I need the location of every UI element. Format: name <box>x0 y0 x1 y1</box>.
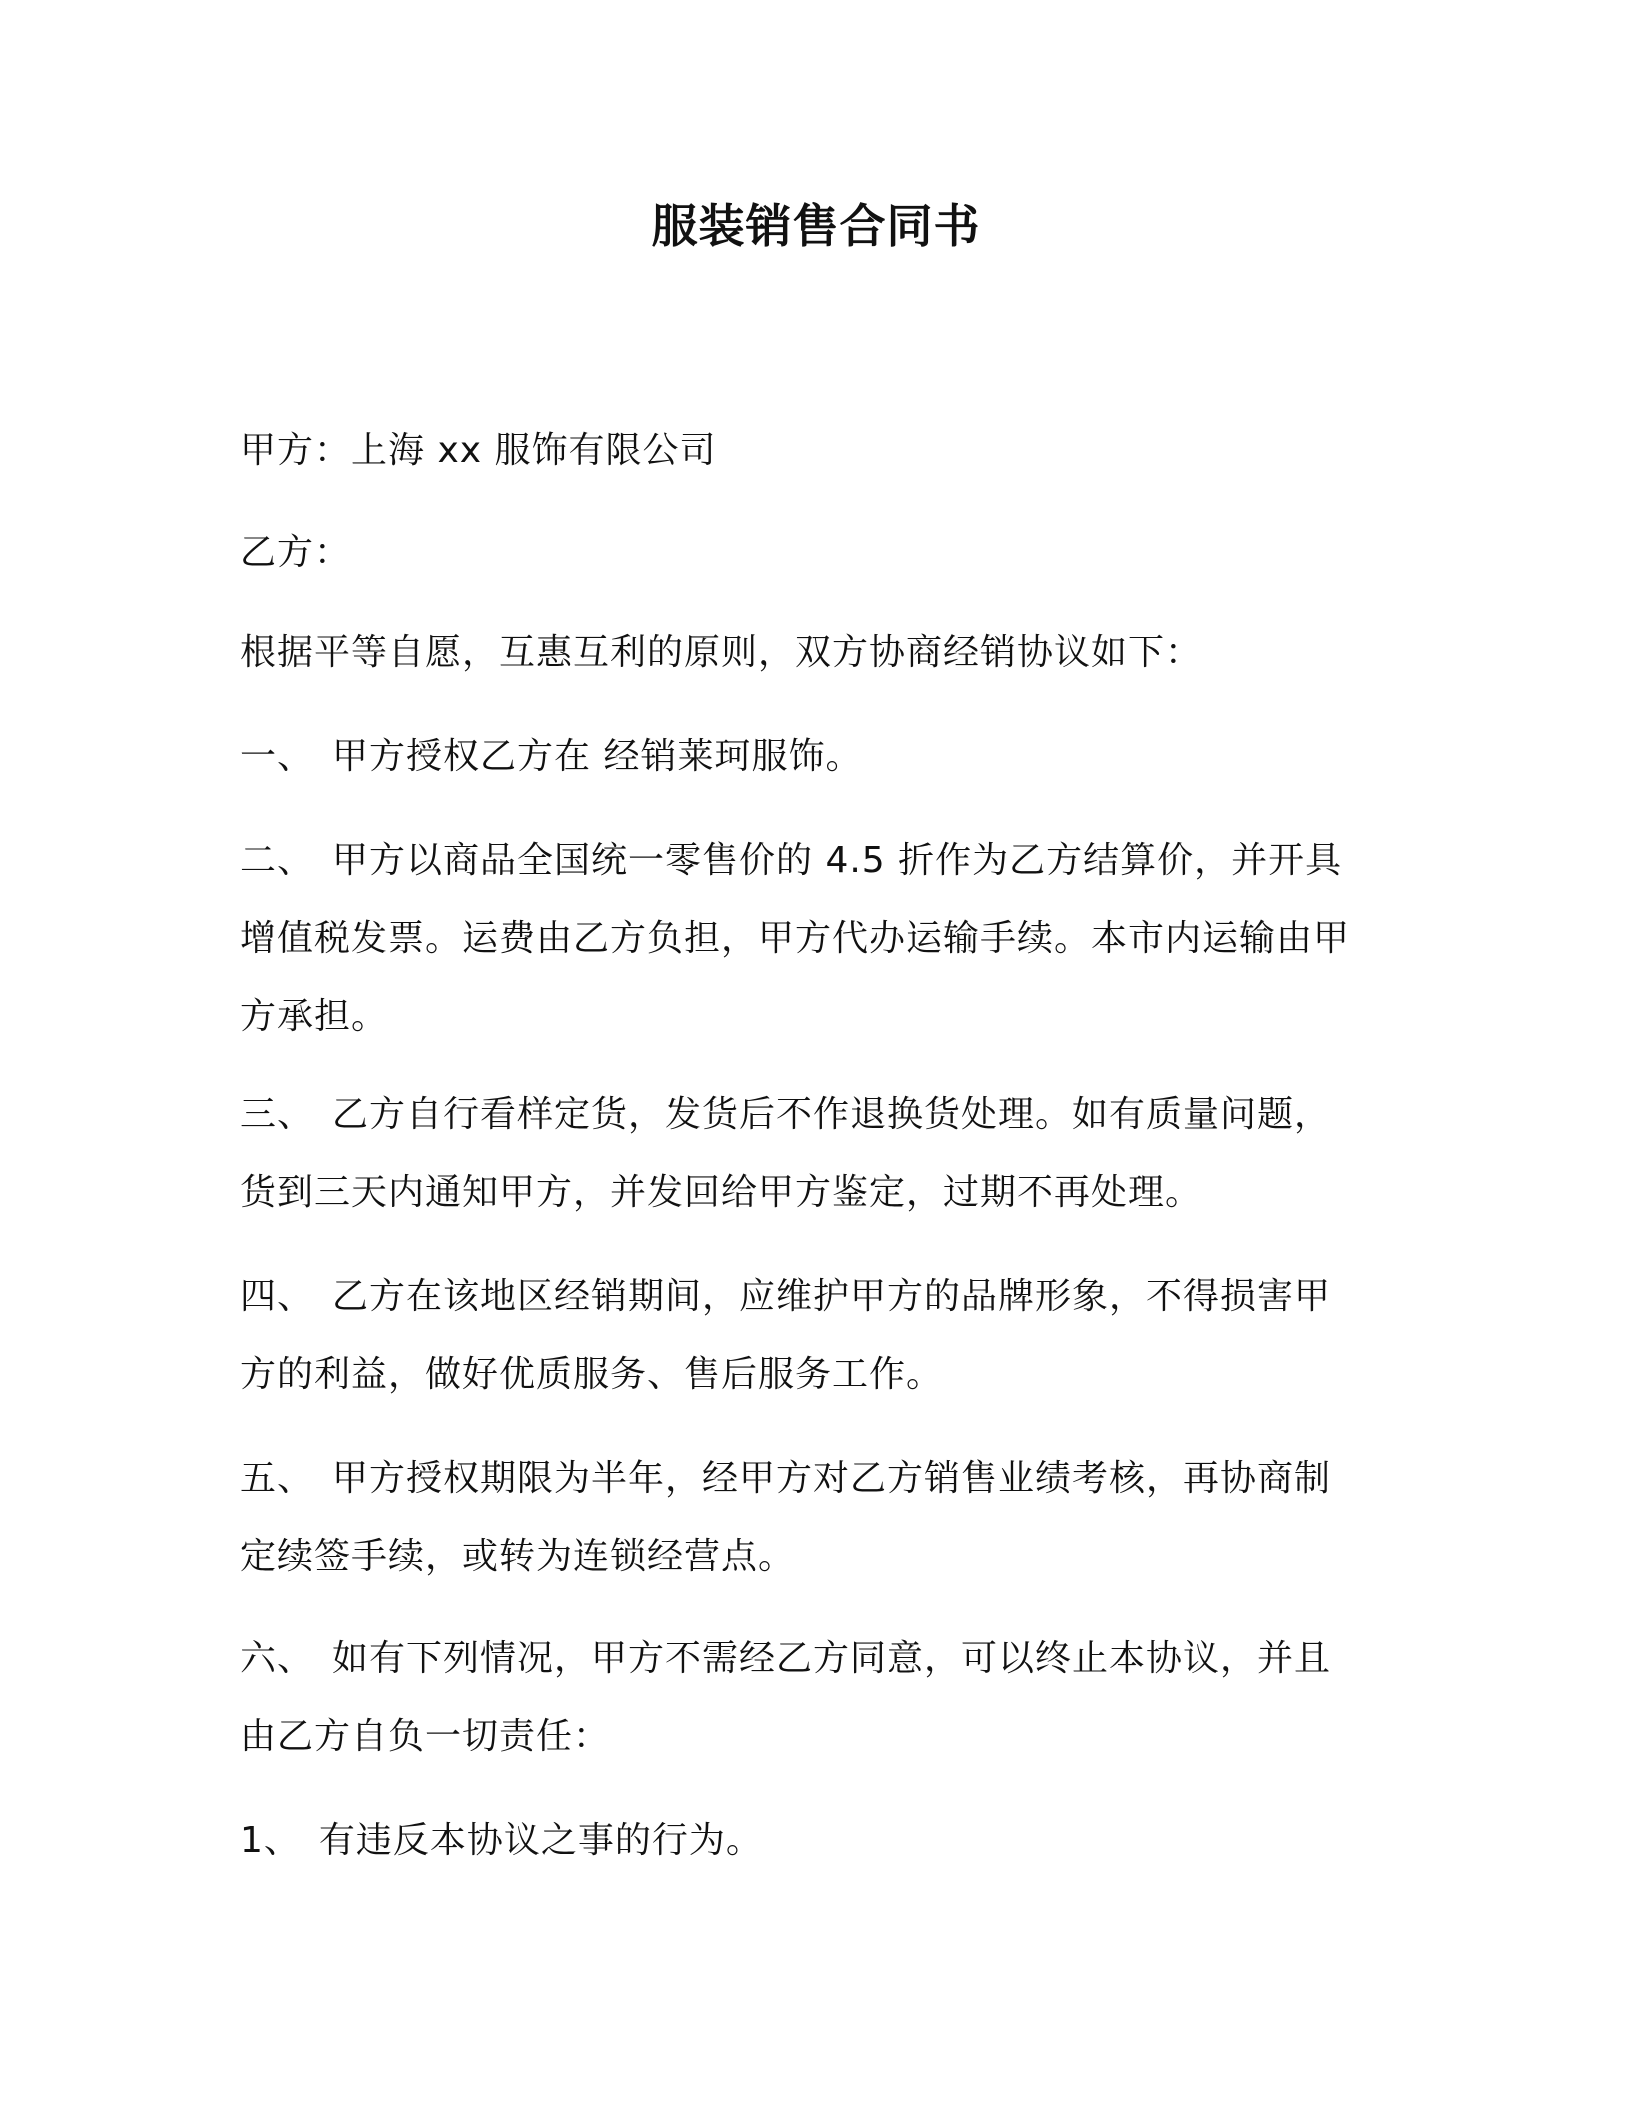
clause-number: 四、 <box>240 1276 315 1317</box>
clause-2 <box>240 822 1365 1056</box>
clause-3 <box>240 1076 1365 1232</box>
party-a-line: 甲方：上海 xx 服饰有限公司 <box>240 430 717 471</box>
clause-6 <box>240 1620 1365 1776</box>
clause-number: 一、 <box>240 736 315 777</box>
clause-text: 甲方授权期限为半年，经甲方对乙方销售业绩考核，再协商制定续签手续，或转为连锁经营点。 <box>240 1458 1332 1577</box>
clause-number: 三、 <box>240 1094 315 1135</box>
clause-number: 五、 <box>240 1458 315 1499</box>
intro-paragraph: 根据平等自愿，互惠互利的原则，双方协商经销协议如下： <box>240 632 1203 673</box>
clause-number: 六、 <box>240 1638 315 1679</box>
clause-text: 乙方自行看样定货，发货后不作退换货处理。如有质量问题，货到三天内通知甲方，并发回给甲方鉴定，过期不再处理。 <box>240 1094 1332 1213</box>
sub-item-1 <box>240 1802 1365 1880</box>
item-text: 有违反本协议之事的行为。 <box>318 1820 763 1861</box>
document-title: 服装销售合同书 <box>651 199 981 253</box>
clause-text: 乙方在该地区经销期间，应维护甲方的品牌形象，不得损害甲方的利益，做好优质服务、售后服务工作。 <box>240 1276 1332 1395</box>
clause-number: 二、 <box>240 840 315 881</box>
item-number: 1、 <box>240 1820 301 1861</box>
clause-text: 如有下列情况，甲方不需经乙方同意，可以终止本协议，并且由乙方自负一切责任： <box>240 1638 1332 1757</box>
clause-text: 甲方授权乙方在 经销莱珂服饰。 <box>332 736 863 777</box>
clause-text: 甲方以商品全国统一零售价的 4.5 折作为乙方结算价，并开具增值税发票。运费由乙方负担，甲方代办运输手续。本市内运输由甲方承担。 <box>240 840 1351 1037</box>
clause-1 <box>240 718 1365 796</box>
clause-5 <box>240 1440 1365 1596</box>
clause-4 <box>240 1258 1365 1414</box>
party-b-line: 乙方： <box>240 532 352 573</box>
